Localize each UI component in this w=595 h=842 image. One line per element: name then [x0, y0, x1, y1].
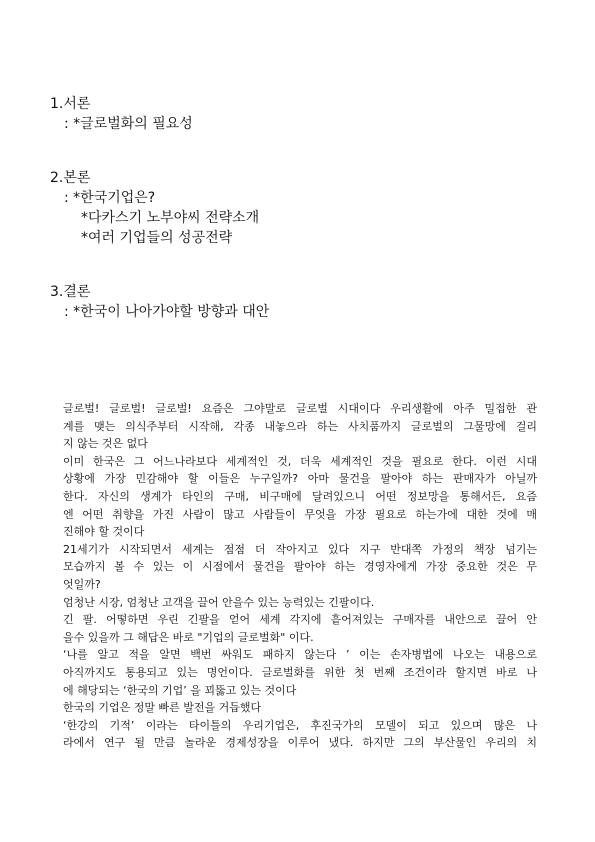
- section-heading-conclusion: 3.결론: [50, 284, 91, 300]
- body-text-line: ‘나를 알고 적을 알면 백번 싸워도 패하지 않는다 ’ 이는 손자병법에 나오는 내용으로: [63, 648, 537, 662]
- body-text-line: 이미 한국은 그 어느나라보다 세계적인 것, 더욱 세계적인 것을 필요로 한다. 이런 시대: [63, 454, 537, 468]
- body-text-line: 21세기가 시작되면서 세계는 점점 더 작아지고 있다 지구 반대쪽 가정의 책장 넘기는: [63, 542, 537, 556]
- outline-subitem: *다카스기 노부야씨 전략소개: [81, 210, 260, 226]
- body-text-line: 한다. 자신의 생계가 타인의 구매, 비구매에 달려있으니 어떤 정보망을 통해서든, 요즘: [63, 489, 537, 503]
- body-text-line: 한국의 기업은 정말 빠른 발전을 거듭했다: [63, 701, 262, 715]
- body-text-line: 상황에 가장 민감해야 할 이들은 누구일까? 아마 물건을 팔아야 하는 판매자가 아닐까: [63, 472, 537, 486]
- outline-item: : *한국기업은?: [64, 190, 156, 206]
- body-text-line: 글로벌! 글로벌! 글로벌! 요즘은 그야말로 글로벌 시대이다 우리생활에 아주 밀접한 관: [63, 402, 537, 415]
- outline-item: : *한국이 나아가야할 방향과 대안: [64, 304, 270, 320]
- body-text-line: 긴 팔. 어떻하면 우린 긴팔을 얻어 세계 각지에 흩어져있는 구매자를 내안으로 끌어 안: [63, 613, 537, 627]
- body-text-line: 엔 어떤 취향을 가진 사람이 많고 사람들이 무엇을 가장 필요로 하는가에 대한 것에 매: [63, 507, 537, 521]
- outline-subitem: *여러 기업들의 성공전략: [81, 230, 233, 246]
- body-text-line: ‘한강의 기적’ 이라는 타이틀의 우리기업은, 후진국가의 모델이 되고 있으며 많은 나: [63, 718, 537, 732]
- body-text-line: 에 해당되는 ‘한국의 기업’ 을 꾀뚫고 있는 것이다: [63, 683, 297, 697]
- section-heading-introduction: 1.서론: [50, 96, 91, 112]
- body-text-line: 아직까지도 통용되고 있는 명언이다. 글로벌화를 위한 첫 번째 조건이라 할지면 바로 나: [63, 665, 537, 679]
- body-text-line: 을수 있을까 그 해답은 바로 "기업의 글로벌화" 이다.: [63, 630, 314, 644]
- body-text-line: 계를 맺는 의식주부터 시작해, 각종 내놓으라 하는 사치품까지 글로벌의 그물망에 걸리: [63, 419, 537, 433]
- body-text-line: 엇일까?: [63, 577, 101, 591]
- body-text-line: 라에서 연구 될 만큼 놀라운 경제성장을 이루어 냈다. 하지만 그의 부산물인 우리의 치: [63, 736, 537, 750]
- body-text-line: 모습까지 볼 수 있는 이 시점에서 물건을 팔아야 하는 경영자에게 가장 중요한 것은 무: [63, 560, 537, 574]
- outline-item: : *글로벌화의 필요성: [64, 116, 193, 132]
- body-paragraphs: [63, 400, 537, 752]
- section-heading-main-body: 2.본론: [50, 170, 91, 186]
- body-text-line: 지 않는 것은 없다: [63, 437, 148, 451]
- body-text-line: 엄청난 시장, 엄청난 고객을 끌어 안을수 있는 능력있는 긴팔이다.: [63, 595, 375, 609]
- outline: [50, 94, 550, 322]
- body-text-line: 진해야 할 것이다: [63, 525, 145, 539]
